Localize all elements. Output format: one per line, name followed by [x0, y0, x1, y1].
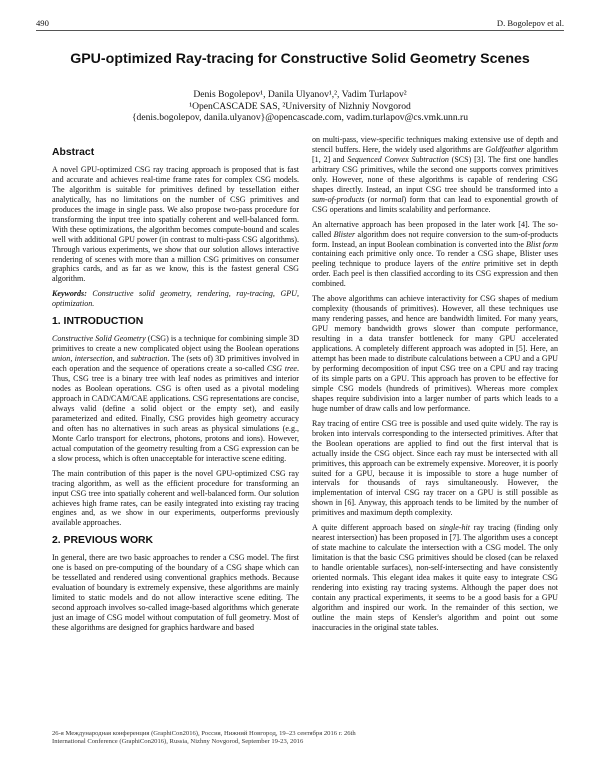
header-rule — [36, 30, 564, 31]
text-span: (SCS) [3]. The first one handles arbitrary CSG primitives, while the second one supports convex primitives only. However, none of these algorithms is capable of rendering CSG shapes directly. Instead, an input CSG tree should be transformed into a — [312, 154, 558, 194]
term-csg: Constructive Solid Geometry — [52, 334, 146, 344]
term-entire: entire — [461, 259, 481, 269]
text-span: An alternative approach has been proposed in the later work [4]. The so-called — [312, 219, 558, 239]
text-span: on multi-pass, view-specific techniques making extensive use of depth and stencil buffers. Here, the widely used algorithms are — [312, 135, 558, 154]
keywords-text: Constructive solid geometry, rendering, ray-tracing, GPU, optimization. — [52, 289, 299, 309]
term-normal: normal — [380, 194, 404, 204]
text-span: algorithm [1, 2] and — [312, 144, 558, 164]
right-column — [312, 135, 558, 638]
text-span: (or — [364, 194, 381, 204]
right-paragraph-4: Ray tracing of entire CSG tree is possible and used quite widely. The ray is broken into intervals corresponding to the intersected primitives. After that the Boolean operations are applied to find out the first interval that is actually inside the CSG object. Since each ray must be intersected with all primitives, this approach can be extremely expensive. Moreover, it is poorly suited for a GPU, because it is impossible to store a huge number of intervals for thousands of rays simultaneously. However, the implementation of interval CSG ray tracer on a GPU is still possible as shown in [6]. Anyway, this approach tends to be limited by the number of primitives and maximum depth complexity. — [312, 418, 558, 518]
author-block — [36, 89, 564, 124]
text-span: primitive set in depth order. Each peel is then classified according to its CSG expression and then combined. — [312, 259, 558, 289]
page-number: 490 — [36, 18, 49, 28]
right-paragraph-2 — [312, 220, 558, 290]
abstract-heading: Abstract — [52, 147, 95, 158]
text-span: ray tracing (finding only nearest intersection) has been proposed in [7]. The algorithm uses a concept of state machine to calculate the intersection with a CSG model. The only limitation is that the basic CSG primitives should be closed (can be relaxed to handle orientable surfaces), non-self-intersecting and have consistently oriented normals. This elegant idea makes it quite easy to integrate CSG rendering into existing ray tracing systems. Although the paper does not contain any practical experiments, it seems to be a good basis for a GPU algorithm and inspired our work. In the remainder of this section, we outline the main steps of Kensler's algorithm and point out some inaccuracies in the original state tables. — [312, 523, 558, 632]
term-blist-form: Blist form — [526, 239, 559, 249]
intro-paragraph-1 — [52, 334, 299, 463]
intro-paragraph-2: The main contribution of this paper is the novel GPU-optimized CSG ray tracing algorithm, as well as the efficient procedure for transforming an input CSG tree into spatially coherent and well-balanced form. Our solution achieves high frame rates, can be easily integrated into existing ray tracing engines and, as we show in our experiments, outperforms previously available approaches. — [52, 468, 299, 528]
footer — [52, 730, 548, 747]
left-column — [52, 148, 299, 638]
emails-line: {denis.bogolepov, danila.ulyanov}@opencascade.com, vadim.turlapov@cs.vmk.unn.ru — [131, 112, 469, 124]
intro-heading: 1. INTRODUCTION — [52, 316, 144, 328]
right-paragraph-1 — [312, 135, 558, 215]
keywords-label: Keywords: — [52, 289, 87, 299]
authors-line: Denis Bogolepov¹, Danila Ulyanov¹,², Vadim Turlapov² — [193, 89, 407, 100]
running-title: D. Bogolepov et al. — [496, 18, 564, 28]
term-single-hit: single-hit — [439, 523, 470, 533]
abstract-text: A novel GPU-optimized CSG ray tracing approach is proposed that is fast and accurate and achieves real-time frame rates for complex CSG models. The algorithm is suitable for primitives defined by tessellation either analytically, has no limitations on the number of CSG primitives and produces the image in single pass. We also propose two-pass procedure for transforming the input tree into spatially coherent and well-balanced form. With these optimizations, the algorithm becomes compute-bound and scales well with additional GPU power (in contrast to multi-pass CSG algorithms). Through various experiments, we show that our solution allows interactive rendering of scenes with more than a million CSG primitives on consumer graphics cards, and as far as we know, this is the fastest general CSG algorithm. — [52, 164, 299, 284]
footer-line-2: International Conference (GraphiCon2016), Russia, Nizhny Novgorod, September 19-23, 2016 — [52, 738, 304, 746]
footer-line-1: 26-я Международная конференция (GraphiCon2016), Россия, Нижний Новгород, 19–23 сентября 2016 г. 26th — [52, 730, 356, 737]
text-span: algorithm does not require conversion to the sum-of-products form. Instead, an input Boolean combination is converted into the — [312, 229, 558, 249]
term-csg-tree: CSG tree — [266, 364, 297, 374]
term-goldfeather: Goldfeather — [485, 144, 525, 154]
previous-work-paragraph-1: In general, there are two basic approaches to render a CSG model. The first one is based on pre-computing of the boundary of a CSG shape which can be tessellated and rendered using conventional graphics methods. Because evaluation of boundary is extremely expensive, these algorithms are mainly limited to static models and do not allow interactive scene editing. The second approach involves so-called image-based algorithms which generate just an image of CSG model without computation of full geometry. Most of these algorithms are designed for graphics hardware and based — [52, 553, 299, 632]
text-span: A quite different approach based on — [312, 523, 440, 533]
text-span: , and — [112, 354, 131, 364]
text-span: ) form that can lead to exponential growth of CSG operations and limits scalability and performance. — [312, 194, 558, 214]
term-union: union — [52, 354, 71, 364]
previous-work-heading: 2. PREVIOUS WORK — [52, 535, 154, 547]
term-subtraction: subtraction — [130, 354, 168, 364]
text-span: , — [70, 354, 75, 364]
text-span: . Thus, CSG tree is a binary tree with leaf nodes as primitives and interior nodes as Boolean operations. CSG is often used as a pivotal modeling approach in CAD/CAM/CAE applications. CSG representations are concise, always valid (define a solid object or the empty set), and easily parameterized and edited. Finally, CSG provides high geometry accuracy and often has no alternatives in such areas as physical simulations (e.g., Monte Carlo transport for electrons, photons, protons and ions). However, actual computation of the geometry resulting from a CSG expression can be a slow process, which is often unacceptable for interactive scene editing. — [52, 364, 299, 463]
term-intersection: intersection — [74, 354, 113, 364]
paper-title: GPU-optimized Ray-tracing for Constructive Solid Geometry Scenes — [70, 51, 530, 67]
term-blister: Blister — [333, 229, 356, 239]
text-span: containing each primitive only once. To render a CSG shape, Blister uses peeling technique to produce layers of the — [312, 249, 558, 269]
text-span: (CSG) is a technique for combining simple 3D primitives to create a new complicated object using the Boolean operations — [52, 334, 300, 354]
term-sum-of-products: sum-of-products — [312, 194, 365, 204]
term-scs: Sequenced Convex Subtraction — [347, 154, 449, 164]
text-span: . The (sets of) 3D primitives involved in each operation and the sequence of operations create a so-called — [52, 354, 299, 374]
keywords — [52, 289, 299, 309]
right-paragraph-3: The above algorithms can achieve interactivity for CSG shapes of medium complexity (thousands of primitives). However, all these techniques use many rendering passes, and hence are bandwidth limited. For many years, GPU memory bandwidth grows slower than compute performance, resulting in a data transfer bottleneck for many GPU accelerated applications. A completely different approach was adopted in [5]. Here, an attempt has been made to distribute calculations between a CPU and a GPU by performing decomposition of input CSG tree on a CPU and ray tracing of its simple parts on a GPU. This approach has proven to be effective for simple CSG models (hundreds of primitives). Whereas more complex shapes require subdivision into a larger number of parts which leads to a huge number of draw calls and low performance. — [312, 294, 558, 413]
affiliations-line: ¹OpenCASCADE SAS, ²University of Nizhniy Novgorod — [189, 100, 411, 112]
right-paragraph-5 — [312, 523, 558, 632]
